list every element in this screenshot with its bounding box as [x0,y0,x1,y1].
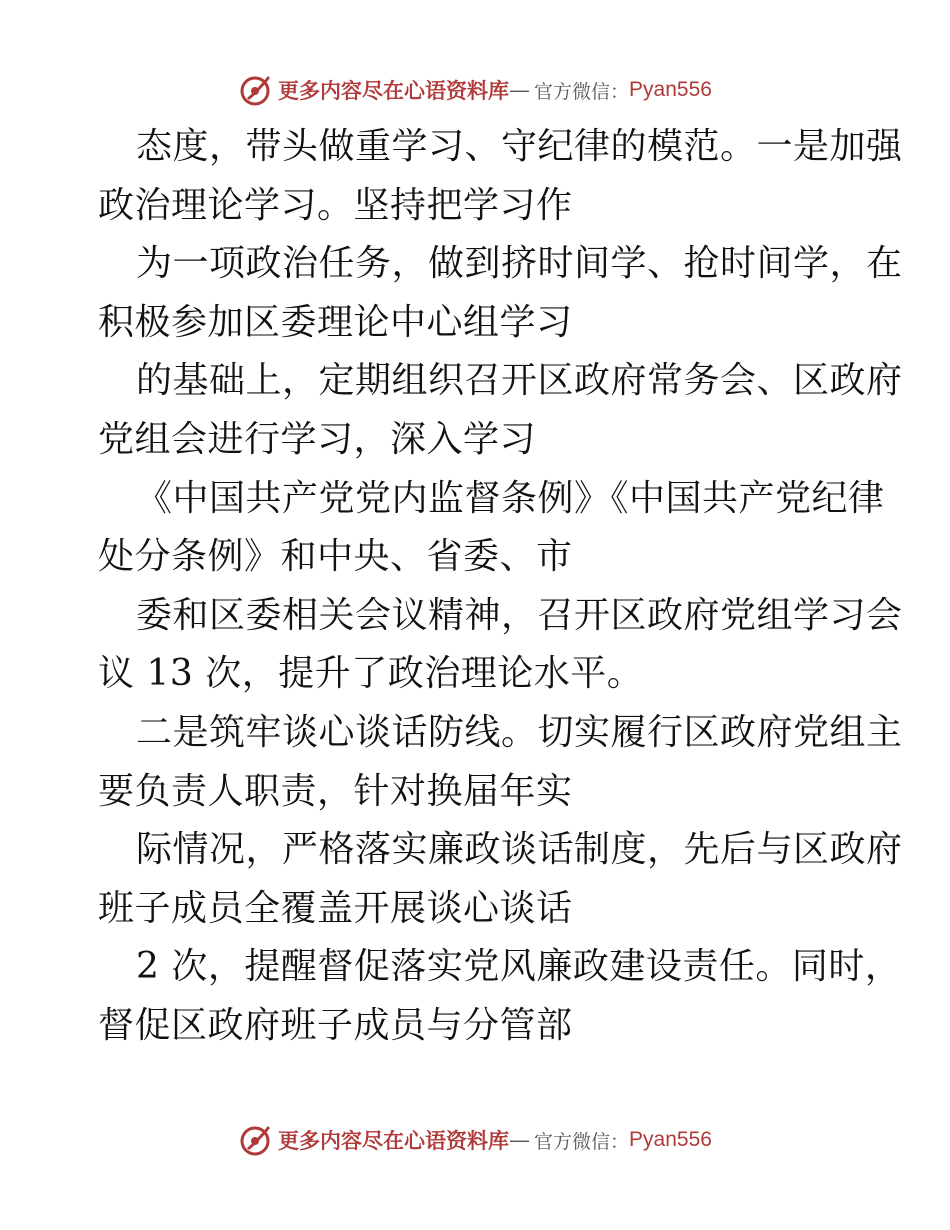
footer-banner [0,1120,950,1160]
header-banner [0,70,950,110]
footer-wechat-label: 官方微信： [534,1130,630,1153]
body-line: 党组会进行学习，深入学习 [98,418,537,460]
body-line: 处分条例》和中央、省委、市 [98,536,573,578]
body-line: 际情况，严格落实廉政谈话制度，先后与区政府 [136,829,903,871]
body-line: 2 次，提醒督促落实党风廉政建设责任。同时， [136,946,902,988]
header-wechat-label: 官方微信： [534,80,630,103]
body-line: 《中国共产党党内监督条例》《中国共产党纪律 [136,477,885,519]
header-separator: — [509,78,531,102]
body-line: 要负责人职责，针对换届年实 [98,770,573,812]
footer-promo-text: 更多内容尽在心语资料库 [278,1128,510,1153]
brush-logo-icon [238,72,274,108]
footer-wechat-id: Pyan556 [629,1128,712,1151]
body-line: 积极参加区委理论中心组学习 [98,301,573,343]
header-promo-text: 更多内容尽在心语资料库 [278,78,510,103]
body-line: 委和区委相关会议精神，召开区政府党组学习会 [136,594,903,636]
body-line: 二是筑牢谈心谈话防线。切实履行区政府党组主 [136,711,903,753]
body-line: 督促区政府班子成员与分管部 [98,1004,573,1046]
body-line: 政治理论学习。坚持把学习作 [98,184,573,226]
footer-separator: — [509,1128,531,1152]
body-line: 议 13 次，提升了政治理论水平。 [98,653,644,695]
body-line: 的基础上，定期组织召开区政府常务会、区政府 [136,360,903,402]
brush-logo-icon [238,1122,274,1158]
body-line: 为一项政治任务，做到挤时间学、抢时间学，在 [136,243,903,285]
document-body [98,118,903,1056]
header-wechat-id: Pyan556 [629,78,712,101]
body-line: 态度，带头做重学习、守纪律的模范。一是加强 [136,126,903,167]
body-line: 班子成员全覆盖开展谈心谈话 [98,887,573,929]
